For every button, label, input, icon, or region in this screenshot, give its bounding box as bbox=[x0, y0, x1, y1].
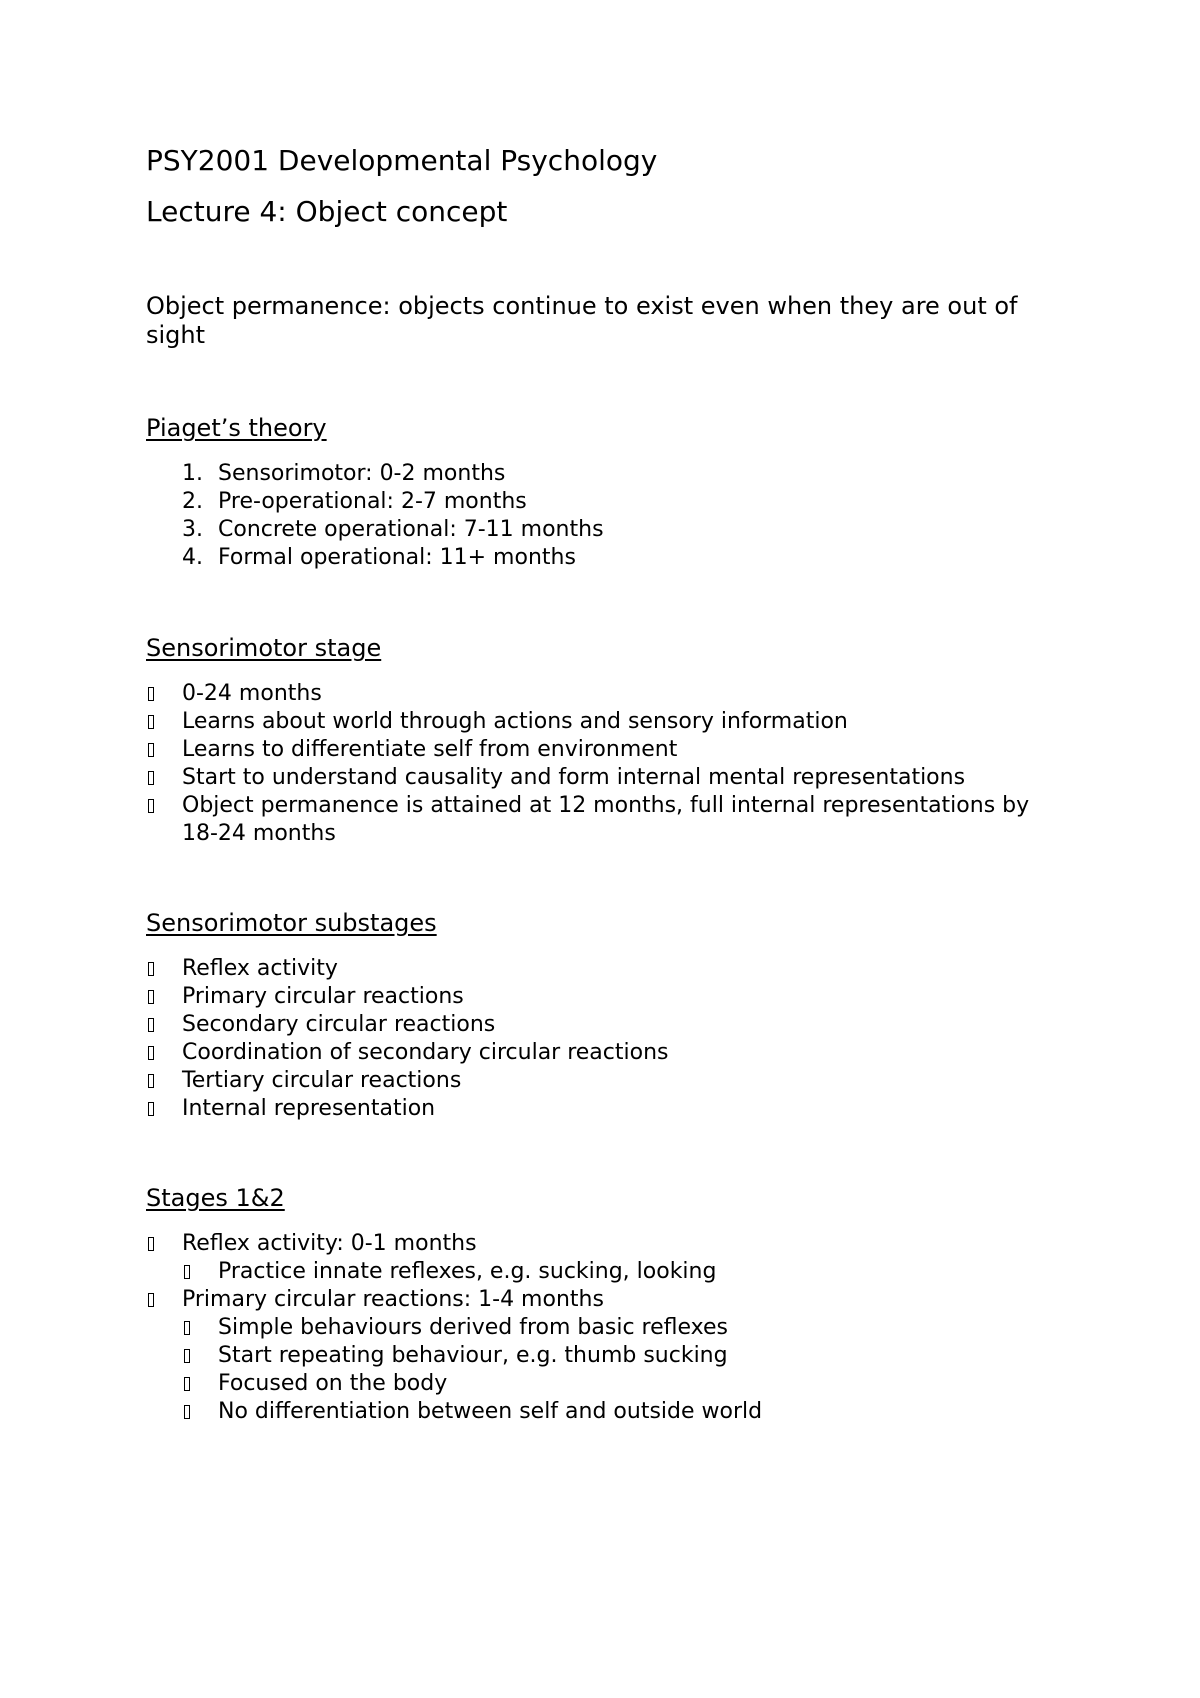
list-item-text: Pre-operational: 2-7 months bbox=[218, 489, 527, 514]
list-item-text: Object permanence is attained at 12 months, full internal representations by 18-24 months bbox=[182, 793, 1030, 846]
list-item bbox=[146, 708, 1062, 736]
list-item bbox=[146, 983, 669, 1011]
list-number: 1. bbox=[182, 461, 203, 486]
list-item-text: Internal representation bbox=[182, 1096, 436, 1121]
bullet-box-icon bbox=[148, 1018, 154, 1032]
sensorimotor-stage-list bbox=[146, 680, 1062, 848]
bullet-box-icon bbox=[148, 962, 154, 976]
list-item bbox=[146, 544, 604, 572]
bullet-box-icon bbox=[148, 990, 154, 1004]
list-number: 4. bbox=[182, 545, 203, 570]
list-item-text: Start repeating behaviour, e.g. thumb sucking bbox=[218, 1343, 728, 1368]
list-number: 2. bbox=[182, 489, 203, 514]
list-item-text: Learns about world through actions and sensory information bbox=[182, 709, 848, 734]
bullet-box-icon bbox=[148, 687, 154, 701]
list-item-text: No differentiation between self and outside world bbox=[218, 1399, 763, 1424]
list-item-text: 0-24 months bbox=[182, 681, 322, 706]
bullet-box-icon bbox=[148, 1046, 154, 1060]
bullet-box-icon bbox=[184, 1349, 190, 1363]
list-item-text: Start to understand causality and form internal mental representations bbox=[182, 765, 966, 790]
stages-1-2-list bbox=[146, 1230, 762, 1426]
list-item-text: Sensorimotor: 0-2 months bbox=[218, 461, 506, 486]
list-item-text: Primary circular reactions: 1-4 months bbox=[182, 1287, 604, 1312]
list-number: 3. bbox=[182, 517, 203, 542]
list-item-text: Focused on the body bbox=[218, 1371, 448, 1396]
list-item-text: Reflex activity bbox=[182, 956, 338, 981]
list-item-text: Simple behaviours derived from basic reflexes bbox=[218, 1315, 728, 1340]
list-item-text: Practice innate reflexes, e.g. sucking, looking bbox=[218, 1259, 717, 1284]
stages-1-2-heading: Stages 1&2 bbox=[146, 1184, 285, 1212]
list-item-text: Secondary circular reactions bbox=[182, 1012, 496, 1037]
list-item bbox=[146, 516, 604, 544]
piaget-theory-heading: Piaget’s theory bbox=[146, 414, 327, 442]
list-item bbox=[146, 460, 604, 488]
list-item bbox=[146, 1011, 669, 1039]
bullet-box-icon bbox=[184, 1321, 190, 1335]
bullet-box-icon bbox=[148, 1074, 154, 1088]
sub-list-item bbox=[146, 1398, 762, 1426]
bullet-box-icon bbox=[184, 1405, 190, 1419]
list-item bbox=[146, 736, 1062, 764]
bullet-box-icon bbox=[184, 1377, 190, 1391]
sensorimotor-substages-heading: Sensorimotor substages bbox=[146, 909, 437, 937]
list-item-text: Tertiary circular reactions bbox=[182, 1068, 462, 1093]
bullet-box-icon bbox=[148, 771, 154, 785]
list-item bbox=[146, 764, 1062, 792]
list-item-text: Formal operational: 11+ months bbox=[218, 545, 576, 570]
bullet-box-icon bbox=[148, 743, 154, 757]
bullet-box-icon bbox=[148, 1293, 154, 1307]
sub-list-item bbox=[146, 1342, 762, 1370]
list-item bbox=[146, 488, 604, 516]
list-item bbox=[146, 955, 669, 983]
course-title: PSY2001 Developmental Psychology bbox=[146, 144, 658, 177]
list-item-text: Concrete operational: 7-11 months bbox=[218, 517, 604, 542]
piaget-stages-list bbox=[146, 460, 604, 572]
object-permanence-definition: Object permanence: objects continue to exist even when they are out of sight bbox=[146, 292, 1018, 349]
bullet-box-icon bbox=[148, 715, 154, 729]
sensorimotor-stage-heading: Sensorimotor stage bbox=[146, 634, 382, 662]
list-item-text: Learns to differentiate self from environment bbox=[182, 737, 678, 762]
list-item bbox=[146, 1095, 669, 1123]
lecture-title: Lecture 4: Object concept bbox=[146, 195, 508, 228]
list-item bbox=[146, 680, 1062, 708]
list-item-text: Coordination of secondary circular reactions bbox=[182, 1040, 669, 1065]
list-item bbox=[146, 1067, 669, 1095]
bullet-box-icon bbox=[148, 1237, 154, 1251]
sub-list-item bbox=[146, 1370, 762, 1398]
list-item bbox=[146, 792, 1062, 848]
list-item-text: Reflex activity: 0-1 months bbox=[182, 1231, 477, 1256]
list-item bbox=[146, 1286, 762, 1314]
list-item bbox=[146, 1230, 762, 1258]
sensorimotor-substages-list bbox=[146, 955, 669, 1123]
bullet-box-icon bbox=[184, 1265, 190, 1279]
bullet-box-icon bbox=[148, 1102, 154, 1116]
list-item-text: Primary circular reactions bbox=[182, 984, 464, 1009]
bullet-box-icon bbox=[148, 799, 154, 813]
list-item bbox=[146, 1039, 669, 1067]
sub-list-item bbox=[146, 1314, 762, 1342]
sub-list-item bbox=[146, 1258, 762, 1286]
